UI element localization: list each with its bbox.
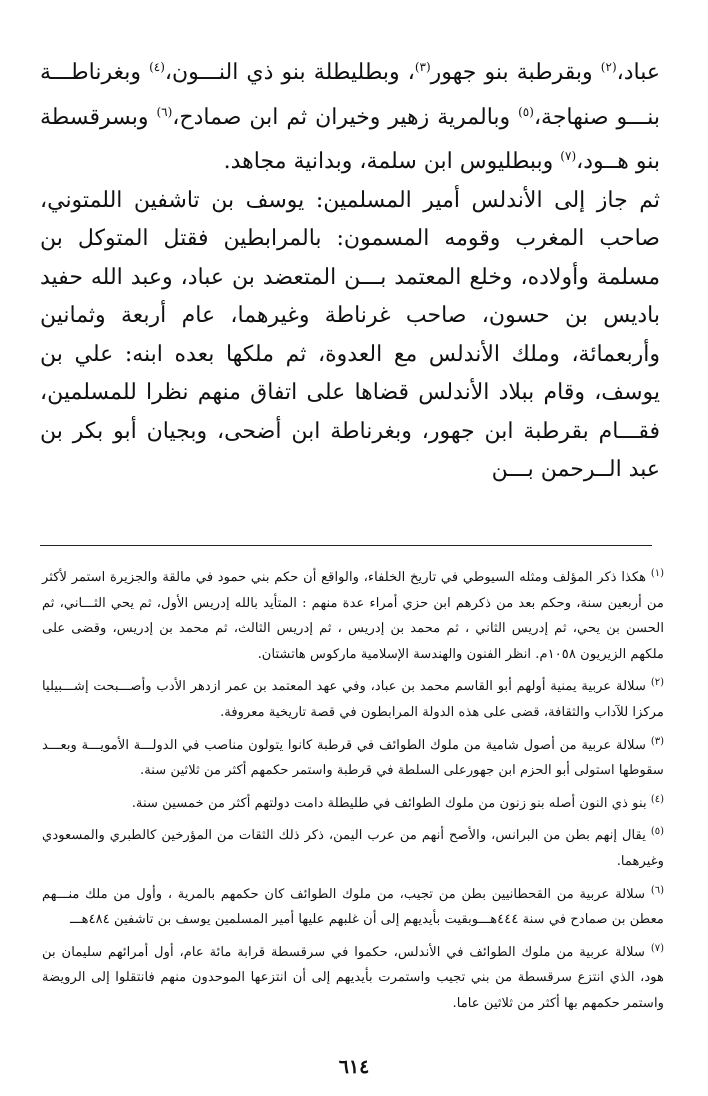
text-segment: ، وبطليطلة بنو ذي النـــون، xyxy=(164,60,415,85)
footnote-marker: (٦) xyxy=(650,884,664,896)
footnote xyxy=(42,787,664,817)
footnote-marker: (٣) xyxy=(650,735,664,747)
paragraph-2: ثم جاز إلى الأندلس أمير المسلمين: يوسف بن تاشفين اللمتوني، صاحب المغرب وقومه المسمون: بالمرابطين فقتل المتوكل بن مسلمة وأولاده، وخلع المعتمد بـــن المتعضد بن عباد، وعبد الله حفيد باديس بن حسون، صاحب غرناطة وغيرهما، عام أربعة وثمانين وأربعمائة، وملك الأندلس مع العدوة، ثم ملكها بعده ابنه: علي بن يوسف، وقام ببلاد الأندلس قضاها على اتفاق منهم نظرا للمسلمين، فقـــام بقرطبة ابن جهور، وبغرناطة ابن أضحى، وبجيان أبو بكر بن عبد الــرحمن بـــن xyxy=(40,187,660,482)
footnote-marker: (٢) xyxy=(650,677,664,689)
footnote-marker: (٧) xyxy=(650,942,664,954)
footnote xyxy=(42,561,664,667)
footnote xyxy=(42,819,664,874)
footnote xyxy=(42,729,664,784)
footnote-text: بنو ذي النون أصله بنو زنون من ملوك الطوائف في طليطلة دامت دولتهم أكثر من خمسين سنة. xyxy=(131,795,651,811)
footnote-marker: (٥) xyxy=(650,826,664,838)
paragraph-1 xyxy=(40,48,660,182)
footnote xyxy=(42,878,664,933)
main-text xyxy=(40,48,660,490)
footnote-text: سلالة عربية من القحطانيين بطن من تجيب، من ملوك الطوائف كان حكمهم بالمرية ، وأول من ملك منـــهم معطن بن صمادح في سنة ٤٤٤هـــوبقيت بأيديهم إلى أن غلبهم عليها أمير المسلمين يوسف بن تاشفين ٤٨٤هـــ xyxy=(42,886,664,928)
footnote xyxy=(42,936,664,1017)
footnote-ref: (٦) xyxy=(156,104,173,119)
footnote-text: هكذا ذكر المؤلف ومثله السيوطي في تاريخ الخلفاء، والواقع أن حكم بني حمود في مالقة والجزيرة استمر لأكثر من أربعين سنة، وحكم بعد من ذكرهم ابن حزي أمراء عدة منهم : المتأيد بالله إدريس الأول، ثم يحي الثـــاني، ثم الحسن بن يحي، ثم إدريس الثاني ، ثم محمد بن إدريس ، ثم إدريس الثالث، ثم محمد بن إدريس، وقضى على ملكهم الزيريون ١٠٥٨م. انظر الفنون والهندسة الإسلامية ماركوس هاتشتان. xyxy=(42,570,664,662)
footnote-text: يقال إنهم بطن من البرانس، والأصح أنهم من عرب اليمن، ذكر ذلك الثقات من المؤرخين كالطبري والمسعودي وغيرهما. xyxy=(42,828,664,869)
text-segment: عباد، xyxy=(616,60,660,85)
text-segment: وبالمرية زهير وخيران ثم ابن صمادح، xyxy=(172,104,519,130)
footnote xyxy=(42,670,664,725)
footnote-ref: (٢) xyxy=(600,60,617,74)
footnote-ref: (٤) xyxy=(149,60,165,74)
footnote-text: سلالة عربية من ملوك الطوائف في الأندلس، حكموا في سرقسطة قرابة مائة عام، أول أمرائهم سليمان بن هود، الذي انتزع سرقسطة من بني تجيب واستمرت بأيديهم إلى أن انتزعها الموحدون منهم فانتقلوا إلى الرويضة واستمر حكمهم بها أكثر من ثلاثين عاما. xyxy=(42,944,664,1011)
footnote-text: سلالة عربية من أصول شامية من ملوك الطوائف في قرطبة كانوا يتولون مناصب في الدولـــة الأمويـــة وبعـــد سقوطها استولى أبو الحزم ابن جهورعلى السلطة في قرطبة واستمر حكمهم أكثر من ثلاثين سنة. xyxy=(42,737,664,779)
footnote-ref: (٥) xyxy=(518,104,534,119)
text-segment: وبغرناطـــة بنـــو صنهاجة، xyxy=(40,60,661,130)
footnotes xyxy=(42,561,664,1020)
footnote-ref: (٧) xyxy=(560,149,577,163)
text-segment: وبسرقسطة بنو هــود، xyxy=(40,104,660,174)
footnote-separator xyxy=(40,545,652,546)
footnote-text: سلالة عربية يمنية أولهم أبو القاسم محمد بن عباد، وفي عهد المعتمد بن عمر ازدهر الأدب وأصـــبحت إشـــبيليا مركزا للآداب والثقافة، قضى على هذه الدولة المرابطون في قصة تاريخية معروفة. xyxy=(42,679,664,720)
footnote-marker: (١) xyxy=(650,568,664,579)
page-number: ٦١٤ xyxy=(338,1056,370,1078)
footnote-ref: (٣) xyxy=(414,60,431,74)
text-segment: وبقرطبة بنو جهور xyxy=(430,60,601,85)
text-segment: وببطليوس ابن سلمة، وبدانية مجاهد. xyxy=(223,149,561,174)
footnote-marker: (٤) xyxy=(650,793,664,805)
